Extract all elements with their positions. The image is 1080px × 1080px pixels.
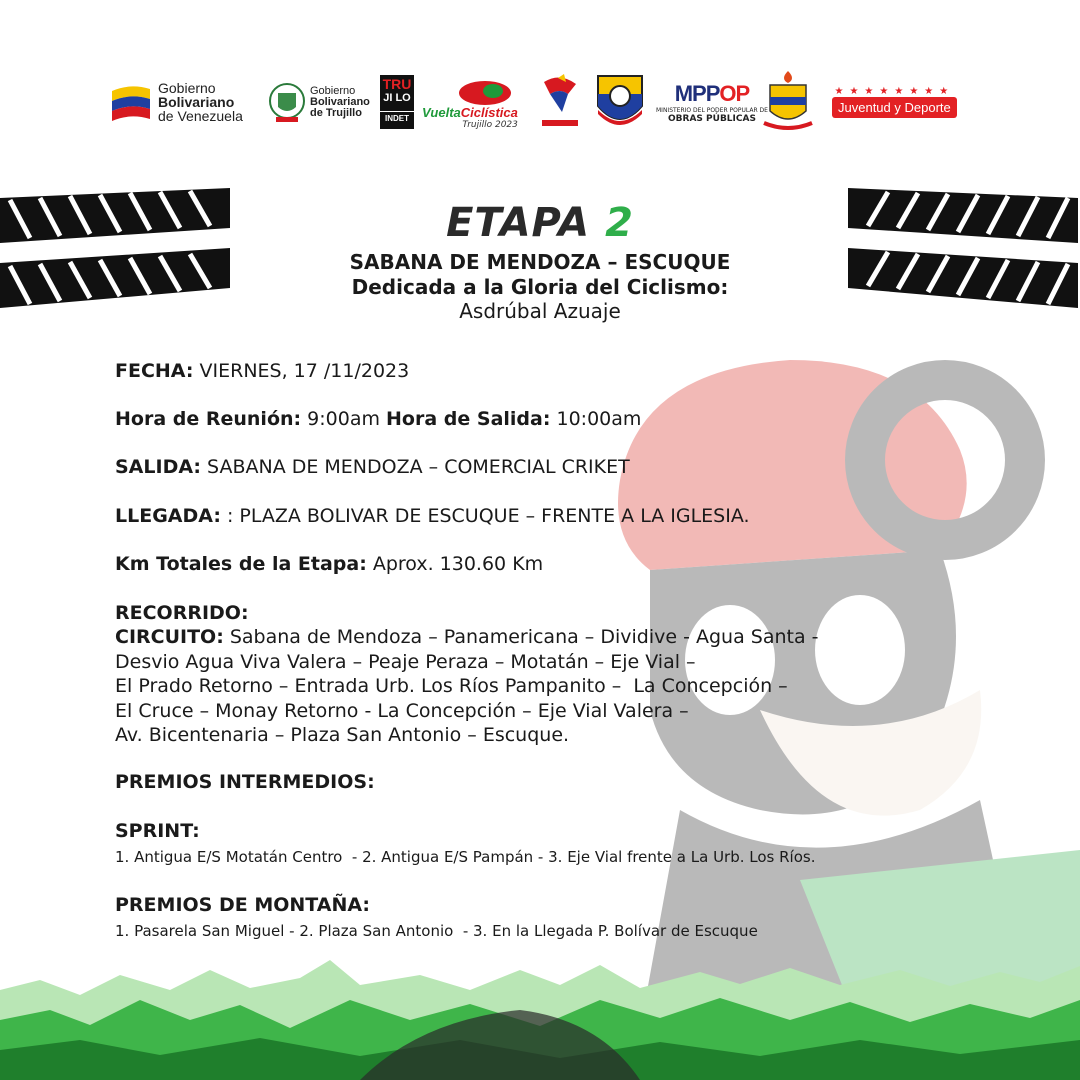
gobierno-trujillo-line3: de Trujillo [310,106,362,119]
start-location-label: SALIDA: [115,456,201,478]
deporte-emblem-logo [538,66,582,138]
juventud-deporte-logo [832,66,957,138]
start-time-value: 10:00am [550,408,642,430]
mppop-sub-line1: MINISTERIO DEL PODER POPULAR DE [656,106,768,114]
trujillo-coat-of-arms-icon [268,79,306,125]
sport-emblem-icon [538,72,582,132]
mppop-sub-line2: OBRAS PÚBLICAS [668,113,756,124]
federacion-ciclismo-logo [594,66,646,138]
gobierno-venezuela-line2: Bolivariano [158,94,235,110]
sprint-label: SPRINT: [115,820,200,842]
mppop-logo [656,66,768,138]
date-row [115,360,409,382]
stage-title [0,200,1080,246]
circuit-line [115,626,1015,651]
circuit-line: Av. Bicentenaria – Plaza San Antonio – Escuque. [115,724,570,746]
juventud-label: Juventud y Deporte [832,97,957,118]
finish-location-label: LLEGADA: [115,505,221,527]
trujillo-indet-bottom: INDET [380,111,414,126]
intermediate-prizes-label: PREMIOS INTERMEDIOS: [115,771,375,793]
finish-location-row [115,505,750,527]
distance-value: Aprox. 130.60 Km [366,553,544,575]
circuit-line: El Prado Retorno – Entrada Urb. Los Ríos Pampanito – La Concepción – [115,675,788,697]
finish-location-value: : PLAZA BOLIVAR DE ESCUQUE – FRENTE A LA IGLESIA. [220,505,750,527]
mountain-prizes-list: 1. Pasarela San Miguel - 2. Plaza San Antonio - 3. En la Llegada P. Bolívar de Escuque [115,922,758,940]
mountain-prizes-heading [115,894,370,916]
honoree-name: Asdrúbal Azuaje [459,299,621,323]
gobierno-trujillo-line1: Gobierno [310,84,356,97]
gobierno-venezuela-line1: Gobierno [158,80,216,96]
mppop-main-b: OP [719,80,750,106]
stage-word: ETAPA [446,200,591,246]
start-time-label: Hora de Salida: [386,408,551,430]
circuit-line-text: Sabana de Mendoza – Panamericana – Dividive - Agua Santa - [223,626,819,648]
trujillo-indet-top: TRU [382,76,412,92]
vuelta-name-b: Ciclística [460,104,518,120]
juventud-stars: ★★★★★★★★ [834,86,955,97]
vuelta-subtitle: Trujillo 2023 [462,119,518,130]
distance-label: Km Totales de la Etapa: [115,553,367,575]
route-heading [115,602,249,624]
circuit-label: CIRCUITO: [115,626,224,648]
mppop-main-a: MPP [674,80,720,106]
gobierno-venezuela-line3: de Venezuela [158,108,243,124]
circuit-description [115,626,1015,749]
coat-of-arms-icon [760,69,816,135]
intermediate-prizes-heading [115,771,375,793]
dedication-text: Dedicada a la Gloria del Ciclismo: [351,275,729,299]
sponsor-logo-strip [110,66,970,138]
vuelta-name-a: Vuelta [422,104,461,120]
meeting-time-label: Hora de Reunión: [115,408,302,430]
mountain-prizes-label: PREMIOS DE MONTAÑA: [115,894,371,916]
circuit-line: Desvio Agua Viva Valera – Peaje Peraza – Motatán – Eje Vial – [115,650,696,673]
gobierno-venezuela-logo [110,66,243,138]
vuelta-ciclistica-logo [422,66,518,138]
circuit-line: El Cruce – Monay Retorno - La Concepción – Eje Vial Valera – [115,699,689,722]
cyclist-helmet-icon [455,75,515,105]
date-value: VIERNES, 17 /11/2023 [193,360,410,382]
time-row [115,408,641,430]
stage-number: 2 [605,200,634,246]
date-label: FECHA: [115,360,194,382]
federation-shield-icon [594,70,646,134]
sprint-list: 1. Antigua E/S Motatán Centro - 2. Antigua E/S Pampán - 3. Eje Vial frente a La Urb. Los Ríos. [115,848,816,866]
route-title: SABANA DE MENDOZA – ESCUQUE [349,250,731,274]
escudo-trujillo-logo [760,66,816,138]
gobierno-trujillo-line2: Bolivariano [310,95,370,108]
trujillo-indet-logo [380,66,414,138]
route-label: RECORRIDO: [115,602,249,624]
gobierno-trujillo-logo [268,66,370,138]
trujillo-indet-mid: JI LO [383,92,411,104]
start-location-row [115,456,630,478]
start-location-value: SABANA DE MENDOZA – COMERCIAL CRIKET [201,456,630,478]
sprint-heading [115,820,200,842]
meeting-time-value: 9:00am [301,408,387,430]
distance-row [115,553,543,575]
venezuela-flag-icon [110,81,152,123]
